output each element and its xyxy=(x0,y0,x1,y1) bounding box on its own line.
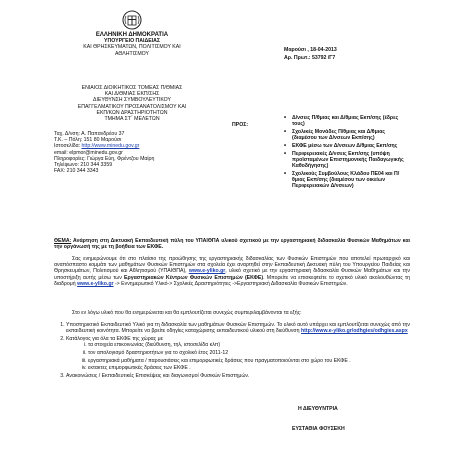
recipient-item: • Σχολικές Μονάδες Π/θμιας και Δ/θμιας (διαμέσου των Δ/νσεων Εκπ/σης) xyxy=(284,129,404,141)
sender-line-4: ΕΠΑΓΓΕΛΜΑΤΙΚΟΥ ΠΡΟΣΑΝΑΤΟΛΙΣΜΟΥ ΚΑΙ xyxy=(77,103,187,110)
recipients-block xyxy=(284,115,404,191)
ministry-header xyxy=(62,32,202,57)
para1-bold: Εργαστηριακών Κέντρων Φυσικών Επιστημών (ΕΚΦΕ) xyxy=(124,274,264,281)
contact-email: email: elpmor@minedu.gov.gr xyxy=(54,149,123,156)
e-yliko-link-2[interactable]: www.e-yliko.gr xyxy=(77,280,114,287)
para1-text: Σας ενημερώνουμε ότι στο πλαίσιο της προώθησης της εργαστηριακής διδασκαλίας των Φυσικών Επιστημών που αποτελεί πρωταρχικό και αναπόσπαστο κομμάτι των μαθημάτων Φυσικών Επιστημών στα σχολεία έχει αναρτηθεί στην Εκπαιδευτική Δικτυακή πύλη του Υπουργείου Παιδείας και Θρησκευμάτων, Πολιτισμού και Αθλητισμού (ΥΠΑΙΘΠΑ), xyxy=(54,256,410,275)
to-label: ΠΡΟΣ: xyxy=(232,122,249,128)
para1-text-d: -> Εννημερωτικό Υλικό-> Σχολικές Δραστηριότητες ->Εργαστηριακή Διδασκαλία Φυσικών Επιστημών. xyxy=(113,280,348,287)
para1-text-b: , υλικό σχετικό με την εργαστηριακή διδασκαλία Φυσικών Μαθημάτων και την υποστήριξη αυτής μέσω των xyxy=(54,268,410,281)
recipient-item: • ΕΚΦΕ μέσω των Δ/νσεων Δ/θμιας Εκπ/σης xyxy=(284,143,404,149)
contact-website-label: Ιστοσελίδα: xyxy=(54,143,82,150)
sub-item-2: ii. τον απολογισμό δραστηριοτήτων για το σχολικό έτος 2011-12 xyxy=(88,350,410,356)
list-item-2 xyxy=(66,336,410,372)
subject xyxy=(54,238,410,250)
protocol-number: Αρ. Πρωτ.: 53792 /Γ7 xyxy=(284,55,336,61)
recipient-item: • Δ/νσεις Π/θμιας και Δ/θμιας Εκπ/σης (έδρες τους) xyxy=(284,115,404,127)
sub-item-1: i. τα στοιχεία επικοινωνίας (διεύθυνση, τηλ, ιστοσελίδα κλπ) xyxy=(88,342,410,348)
list-item-1 xyxy=(66,322,410,334)
sender-line-5: ΕΚΠ/ΚΩΝ ΔΡΑΣΤΗΡΙΟΤΗΤΩΝ xyxy=(96,109,168,116)
subject-text: Ανάρτηση στη Δικτυακή Εκπαιδευτική πύλη του ΥΠΑΙΘΠΑ υλικού σχετικού με την εργαστηριακή διδασκαλία Φυσικών Μαθημάτων και την οργάνωσή της με τη βοήθεια των ΕΚΦΕ. xyxy=(54,238,410,251)
signature-title: Η ΔΙΕΥΘΥΝΤΡΙΑ xyxy=(298,406,338,412)
greek-emblem-icon xyxy=(122,10,142,30)
contact-fax: FAX: 210 344 3343 xyxy=(54,168,99,175)
sender-block xyxy=(62,85,202,122)
recipients-list xyxy=(284,115,404,189)
e-yliko-link[interactable]: www.e-yliko.gr xyxy=(188,268,226,275)
header-line-1: ΕΛΛΗΝΙΚΗ ΔΗΜΟΚΡΑΤΙΑ xyxy=(95,32,169,38)
header-line-3: ΚΑΙ ΘΡΗΣΚΕΥΜΑΤΩΝ, ΠΟΛΙΤΙΣΜΟΥ ΚΑΙ xyxy=(83,44,181,51)
body-paragraph-1 xyxy=(54,256,410,287)
item1-text: Υποστηρικτικό Εκπαιδευτικό Υλικό για τη διδασκαλία των μαθημάτων Φυσικών Επιστημών. Το υλικό αυτό υπάρχει και εμπλουτίζεται συνεχώς από την εκπαιδευτική κοινότητα. Μπορείτε να βρείτε οδηγίες καταχώρισης εκπαιδευτικού υλικού στη διεύθυνση xyxy=(66,322,410,335)
contact-phone: Τηλέφωνο: 210 344 3359 xyxy=(54,162,113,169)
contact-address: Ταχ. Δ/νση: Α. Παπανδρέου 37 xyxy=(54,131,125,137)
contact-info: Πληροφορίες: Γιώργα Εύη, Φρέντζου Μαίρη xyxy=(54,155,155,162)
subject-label: ΘΕΜΑ: xyxy=(54,238,72,244)
sub-list xyxy=(66,342,410,371)
item2-text: Κατάλογος για όλα τα ΕΚΦΕ της χώρας με xyxy=(66,335,163,342)
header-line-2: ΥΠΟΥΡΓΕΙΟ ΠΑΙΔΕΙΑΣ xyxy=(104,38,160,45)
odhgies-link[interactable]: http://www.e-yliko.gr/odhgies/odhgies.aspx xyxy=(300,328,408,335)
signature-name: ΕΥΣΤΑΘΙΑ ΦΟΥΣΕΚΗ xyxy=(292,426,345,432)
sender-line-3: ΔΙΕΥΘΥΝΣΗ ΣΥΜΒΟΥΛΕΥΤΙΚΟΥ xyxy=(92,97,171,104)
contact-website-link[interactable]: http://www.minedu.gov.gr xyxy=(81,143,140,150)
recipient-item: • Σχολικούς Συμβούλους Κλάδου ΠΕ04 και Π/θμιας Εκπ/σης (διαμέσου των οικείων Περιφερειακών Δ/νσεων) xyxy=(284,171,404,190)
sender-line-2: ΚΑΙ Δ/ΘΜΙΑΣ ΕΚΠ/ΣΗΣ xyxy=(104,91,160,98)
sender-line-6: ΤΜΗΜΑ ΣΤ΄ ΜΕΛΕΤΩΝ xyxy=(104,116,160,123)
main-list xyxy=(54,322,410,379)
contact-website-row xyxy=(54,143,154,149)
recipient-item: • Περιφερειακές Δ/νσεις Εκπ/σης (υπόψη προϊσταμένων Επιστημονικής Παιδαγωγικής Καθοδήγησης) xyxy=(284,151,404,170)
content-list xyxy=(54,322,410,381)
para1-text-c: . Μπορείτε να επισκεφτείτε το σχετικό υλικό ακολουθώντας τη διαδρομή xyxy=(54,274,410,287)
header-line-4: ΑΘΛΗΤΙΣΜΟΥ xyxy=(115,50,149,57)
body-paragraph-2: Στο εν λόγω υλικό που θα ενημερώνεται και θα εμπλουτίζεται συνεχώς συμπεριλαμβάνονται τα εξής: xyxy=(72,310,302,316)
sub-item-4: iv. εκτακτες επιμορφωτικές δράσεις των ΕΚΦΕ . xyxy=(88,365,410,371)
list-item-3: 3. Ανακοινώσεις / Εκπαιδευτικές Επισκέψεις και διαγωνισμοί Φυσικών Επιστημών. xyxy=(66,373,410,379)
place-date: Μαρούσι , 18-04-2013 xyxy=(284,47,337,53)
contact-postcode: Τ.Κ. – Πόλη: 151 80 Μαρούσι xyxy=(54,137,122,144)
sub-item-3: iii. εργαστηριακά μαθήματα / παρουσιάσεις και επιμορφωτικές δράσεις που πραγματοποιούνται στο χώρο του ΕΚΦΕ . xyxy=(88,358,410,364)
sender-line-1: ΕΝΙΑΙΟΣ ΔΙΟΙΚΗΤΙΚΟΣ ΤΟΜΕΑΣ Π/ΘΜΙΑΣ xyxy=(81,85,183,91)
contact-block xyxy=(54,131,154,174)
